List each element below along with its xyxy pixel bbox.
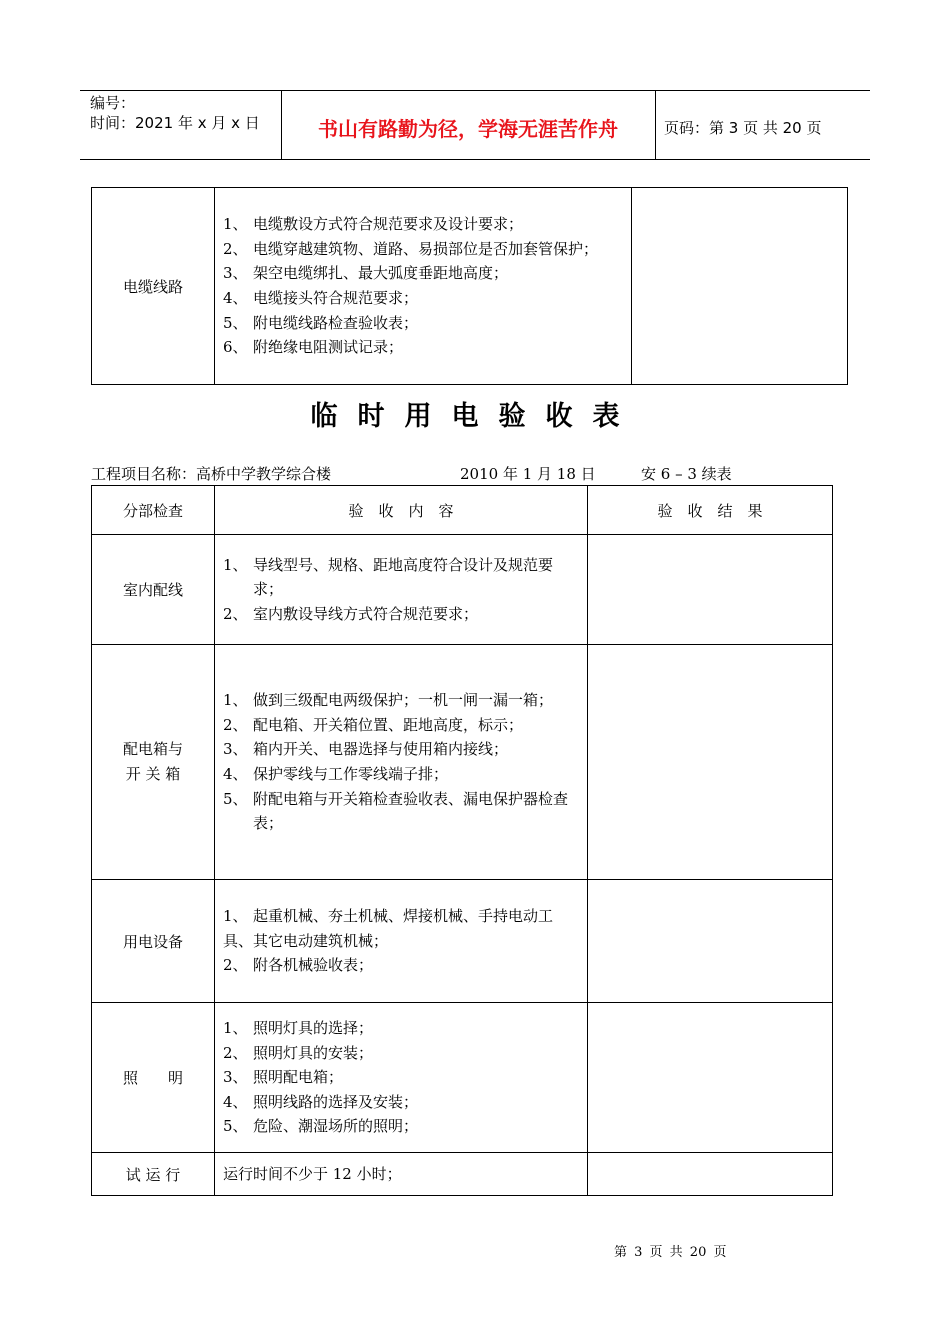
list-item: 运行时间不少于 12 小时； [223, 1164, 402, 1183]
list-item: 3、 照明配电箱； [223, 1068, 344, 1087]
row-label: 配电箱与 开 关 箱 [92, 645, 215, 880]
form-date: 2010 年 1 月 18 日 [460, 465, 596, 483]
result-cell[interactable] [588, 1153, 833, 1196]
cable-label: 电缆线路 [92, 188, 215, 385]
table-row [92, 1003, 833, 1153]
table-row [92, 645, 833, 880]
row-label: 室内配线 [92, 535, 215, 645]
list-item: 1、 起重机械、夯土机械、焊接机械、手持电动工 [223, 907, 554, 926]
result-cell[interactable] [588, 535, 833, 645]
list-item: 2、 附各机械验收表； [223, 956, 374, 975]
list-item: 5、 附电缆线路检查验收表； [223, 313, 419, 332]
row-content [215, 1153, 588, 1196]
column-header: 验 收 内 容 [215, 486, 588, 535]
list-item: 5、 附配电箱与开关箱检查验收表、漏电保护器检查表； [223, 789, 569, 833]
list-item: 6、 附绝缘电阻测试记录； [223, 338, 404, 357]
header-left [90, 93, 260, 133]
list-item: 5、 危险、潮湿场所的照明； [223, 1117, 419, 1136]
table-row [92, 535, 833, 645]
row-content [215, 645, 588, 880]
list-item: 2、 配电箱、开关箱位置、距地高度，标示； [223, 715, 524, 734]
column-header: 验 收 结 果 [588, 486, 833, 535]
list-item: 1、 做到三级配电两级保护；一机一闸一漏一箱； [223, 691, 554, 710]
document-time-label: 时间：2021 年 x 月 x 日 [90, 114, 260, 132]
list-item-continuation: 具、其它电动建筑机械； [223, 931, 389, 950]
row-label: 照 明 [92, 1003, 215, 1153]
cable-result-cell[interactable] [632, 188, 848, 385]
row-content [215, 1003, 588, 1153]
list-item: 1、 电缆敷设方式符合规范要求及设计要求； [223, 215, 524, 234]
page-title: 临时用电验收表 [310, 401, 640, 432]
list-item: 2、 室内敷设导线方式符合规范要求； [223, 604, 479, 623]
list-item: 1、 导线型号、规格、距地高度符合设计及规范要求； [223, 555, 554, 599]
header-page-info: 页码：第 3 页 共 20 页 [664, 119, 822, 137]
list-item: 4、 照明线路的选择及安装； [223, 1092, 419, 1111]
header-divider [655, 91, 656, 159]
result-cell[interactable] [588, 645, 833, 880]
page-footer: 第 3 页 共 20 页 [614, 1245, 727, 1260]
row-content [215, 880, 588, 1003]
table-row [92, 188, 848, 385]
list-item: 1、 照明灯具的选择； [223, 1019, 374, 1038]
table-header-row [92, 486, 833, 535]
cable-content [215, 188, 632, 385]
list-item: 3、 箱内开关、电器选择与使用箱内接线； [223, 740, 509, 759]
result-cell[interactable] [588, 1003, 833, 1153]
row-label: 试 运 行 [92, 1153, 215, 1196]
row-label: 用电设备 [92, 880, 215, 1003]
table-row [92, 880, 833, 1003]
list-item: 3、 架空电缆绑扎、最大弧度垂距地高度； [223, 264, 509, 283]
document-number-label: 编号： [90, 94, 136, 112]
result-cell[interactable] [588, 880, 833, 1003]
header-slogan: 书山有路勤为径，学海无涯苦作舟 [318, 117, 618, 141]
list-item: 2、 电缆穿越建筑物、道路、易损部位是否加套管保护； [223, 239, 599, 258]
list-item: 4、 电缆接头符合规范要求； [223, 289, 419, 307]
row-content [215, 535, 588, 645]
list-item: 4、 保护零线与工作零线端子排； [223, 765, 449, 783]
form-number: 安 6 – 3 续表 [641, 465, 732, 483]
column-header: 分部检查 [92, 486, 215, 535]
project-name: 工程项目名称：高桥中学教学综合楼 [91, 465, 332, 483]
cable-table [91, 187, 848, 385]
table-row [92, 1153, 833, 1196]
page-header [80, 90, 870, 160]
list-item: 2、 照明灯具的安装； [223, 1043, 374, 1062]
acceptance-table [91, 485, 833, 1196]
